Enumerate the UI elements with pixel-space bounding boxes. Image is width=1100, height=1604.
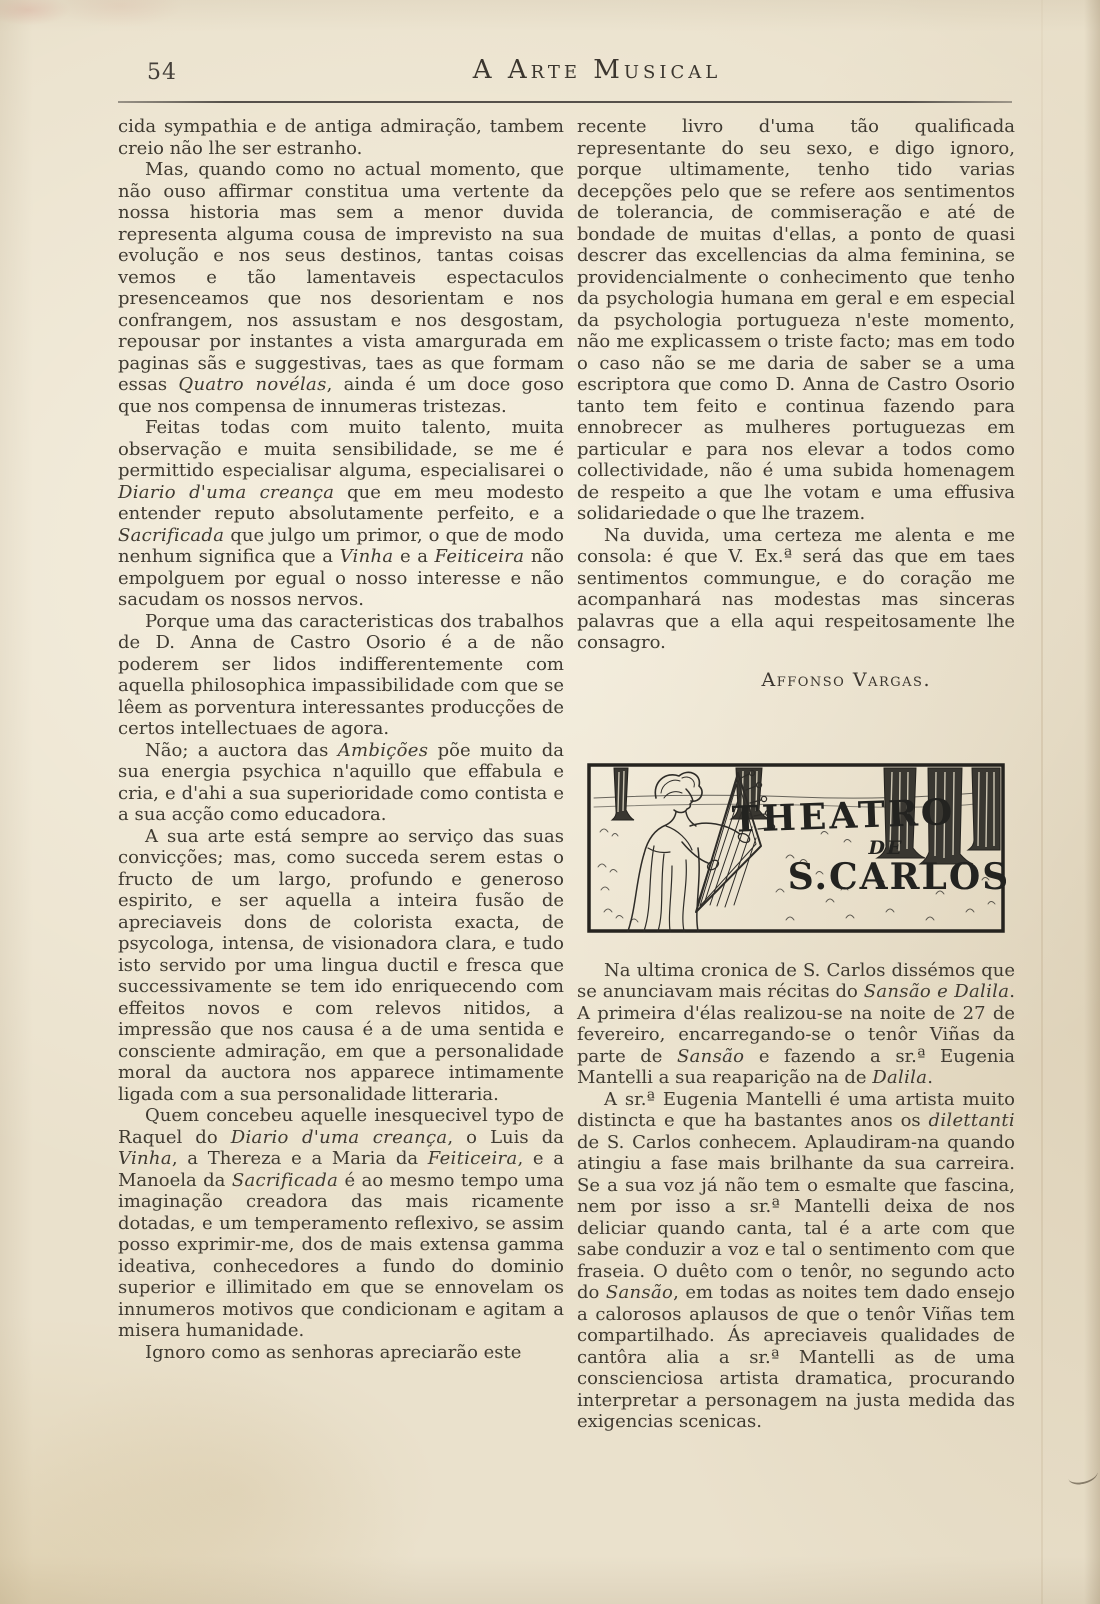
left-column bbox=[118, 116, 564, 1433]
page-edge-shadow bbox=[1084, 0, 1100, 1604]
right-column bbox=[577, 116, 1015, 1433]
illustration-drawing bbox=[586, 762, 1006, 934]
paragraph: cida sympathia e de antiga admiração, tambem creio não lhe ser estranho. bbox=[118, 116, 564, 159]
paragraph: recente livro d'uma tão qualificada representante do seu sexo, e digo ignoro, porque ultimamente, tenho tido varias decepções pelo que se refere aos sentimentos de tolerancia, de commiseração e até de bondade de muitas d'ellas, a ponto de quasi descrer das excellencias da alma feminina, se providencialmente o conhecimento que tenho da psychologia humana em geral e em especial da psychologia portugueza n'este momento, não me explicassem o triste facto; mas em todo o caso não se me daria de saber se a uma escriptora que como D. Anna de Castro Osorio tanto tem feito e continua fazendo para ennobrecer as mulheres portuguezas em particular e para nos elevar a todos como collectividade, não é uma subida homenagem de respeito a que lhe votam e uma effusiva solidariedade o que lhe trazem. bbox=[577, 116, 1015, 524]
paragraph: Na ultima cronica de S. Carlos dissémos que se anunciavam mais récitas do Sansão e Dalila. A primeira d'élas realizou-se na noite de 27 de fevereiro, encarregando-se o tenôr Viñas da parte de Sansão e fazendo a sr.ª Eugenia Mantelli a sua reaparição na de Dalila. bbox=[577, 959, 1015, 1088]
page-edge-crease bbox=[1041, 0, 1043, 1604]
paragraph: Porque uma das caracteristicas dos trabalhos de D. Anna de Castro Osorio é a de não poderem ser lidos indifferentemente com aquella philosophica impassibilidade com que se lêem as porventura interessantes producções de certos intellectuaes de agora. bbox=[118, 610, 564, 739]
text-columns bbox=[118, 116, 1015, 1433]
paragraph: Quem concebeu aquelle inesquecivel typo de Raquel do Diario d'uma creança, o Luis da Vinha, a Thereza e a Maria da Feiticeira, e a Manoela da Sacrificada é ao mesmo tempo uma imaginação creadora das mais ricamente dotadas, e um temperamento reflexivo, se assim posso exprimir-me, dos de mais extensa gamma ideativa, conhecedores a fundo do dominio superior e illimitado em que se ennovelam os innumeros motivos que condicionam e agitam a misera humanidade. bbox=[118, 1105, 564, 1341]
s-carlos-chronicle bbox=[577, 960, 1015, 1433]
article-end bbox=[577, 116, 1015, 656]
illustration-title-scarlos: S.CARLOS bbox=[787, 855, 1006, 898]
harp bbox=[696, 770, 775, 912]
paragraph: Na duvida, uma certeza me alenta e me consola: é que V. Ex.ª será das que em taes sentimentos commungue, e do coração me acompanhará nas modestas mas sinceras palavras que a ella aqui respeitosamente lhe consagro. bbox=[577, 524, 1015, 653]
paragraph: A sua arte está sempre ao serviço das suas convicções; mas, como succeda serem estas o fructo de um largo, profundo e generoso espirito, e ser aquella a inteira fusão de apreciaveis dons de colorista exacta, de psycologa, intensa, de visionadora clara, e tudo isto servido por uma lingua ductil e fresca que successivamente se tem ido enriquecendo com effeitos novos e com relevos nitidos, a impressão que nos causa é a de uma sentida e consciente admiração, em que a personalidade moral da auctora nos apparece intimamente ligada com a sua personalidade litteraria. bbox=[118, 825, 564, 1105]
paragraph: A sr.ª Eugenia Mantelli é uma artista muito distincta e que ha bastantes anos os dilettanti de S. Carlos conhecem. Aplaudiram-na quando atingiu a fase mais brilhante da sua carreira. Se a sua voz já não tem o esmalte que fascina, nem por isso a sr.ª Mantelli deixa de nos deliciar quando canta, tal é a arte com que sabe conduzir a voz e tal o sentimento com que fraseia. O duêto com o tenôr, no segundo acto do Sansão, em todas as noites tem dado ensejo a calorosos aplausos de que o tenôr Viñas tem compartilhado. Ás apreciaveis qualidades de cantôra alia a sr.ª Mantelli as de uma conscienciosa artista dramatica, procurando interpretar a personagem na justa medida das exigencias scenicas. bbox=[577, 1088, 1015, 1432]
page-number: 54 bbox=[147, 60, 177, 85]
paragraph: Mas, quando como no actual momento, que não ouso affirmar constitua uma vertente da nossa historia mas sem a menor duvida representa alguma cousa de imprevisto na sua evolução e nos seus destinos, tantas coisas vemos e tão lamentaveis espectaculos presenceamos que nos desorientam e nos confrangem, nos assustam e nos desgostam, repousar por instantes a vista amargurada em paginas sãs e suggestivas, taes as que formam essas Quatro novélas, ainda é um doce goso que nos compensa de innumeras tristezas. bbox=[118, 159, 564, 417]
illustration-title-theatro: THEATRO bbox=[731, 790, 956, 841]
paragraph: Ignoro como as senhoras apreciarão este bbox=[145, 1341, 522, 1363]
header-rule bbox=[118, 101, 1012, 103]
paragraph: Não; a auctora das Ambições põe muito da sua energia psychica n'aquillo que effabula e cria, e d'ahi a sua superioridade como contista e a sua acção como educadora. bbox=[118, 739, 565, 825]
theatro-s-carlos-illustration bbox=[586, 762, 1006, 934]
illustration-title-de: DE bbox=[868, 836, 904, 859]
paragraph: Feitas todas com muito talento, muita observação e muita sensibilidade, se me é permittido especialisar alguma, especialisarei o Diario d'uma creança que em meu modesto entender reputo absolutamente perfeito, e a Sacrificada que julgo um primor, o que de modo nenhum significa que a Vinha e a Feiticeira não empolguem por egual o nosso interesse e não sacudam os nossos nervos. bbox=[118, 417, 565, 610]
masthead-title: A Arte Musical bbox=[472, 55, 722, 85]
author-signature: Affonso Vargas. bbox=[761, 669, 931, 691]
